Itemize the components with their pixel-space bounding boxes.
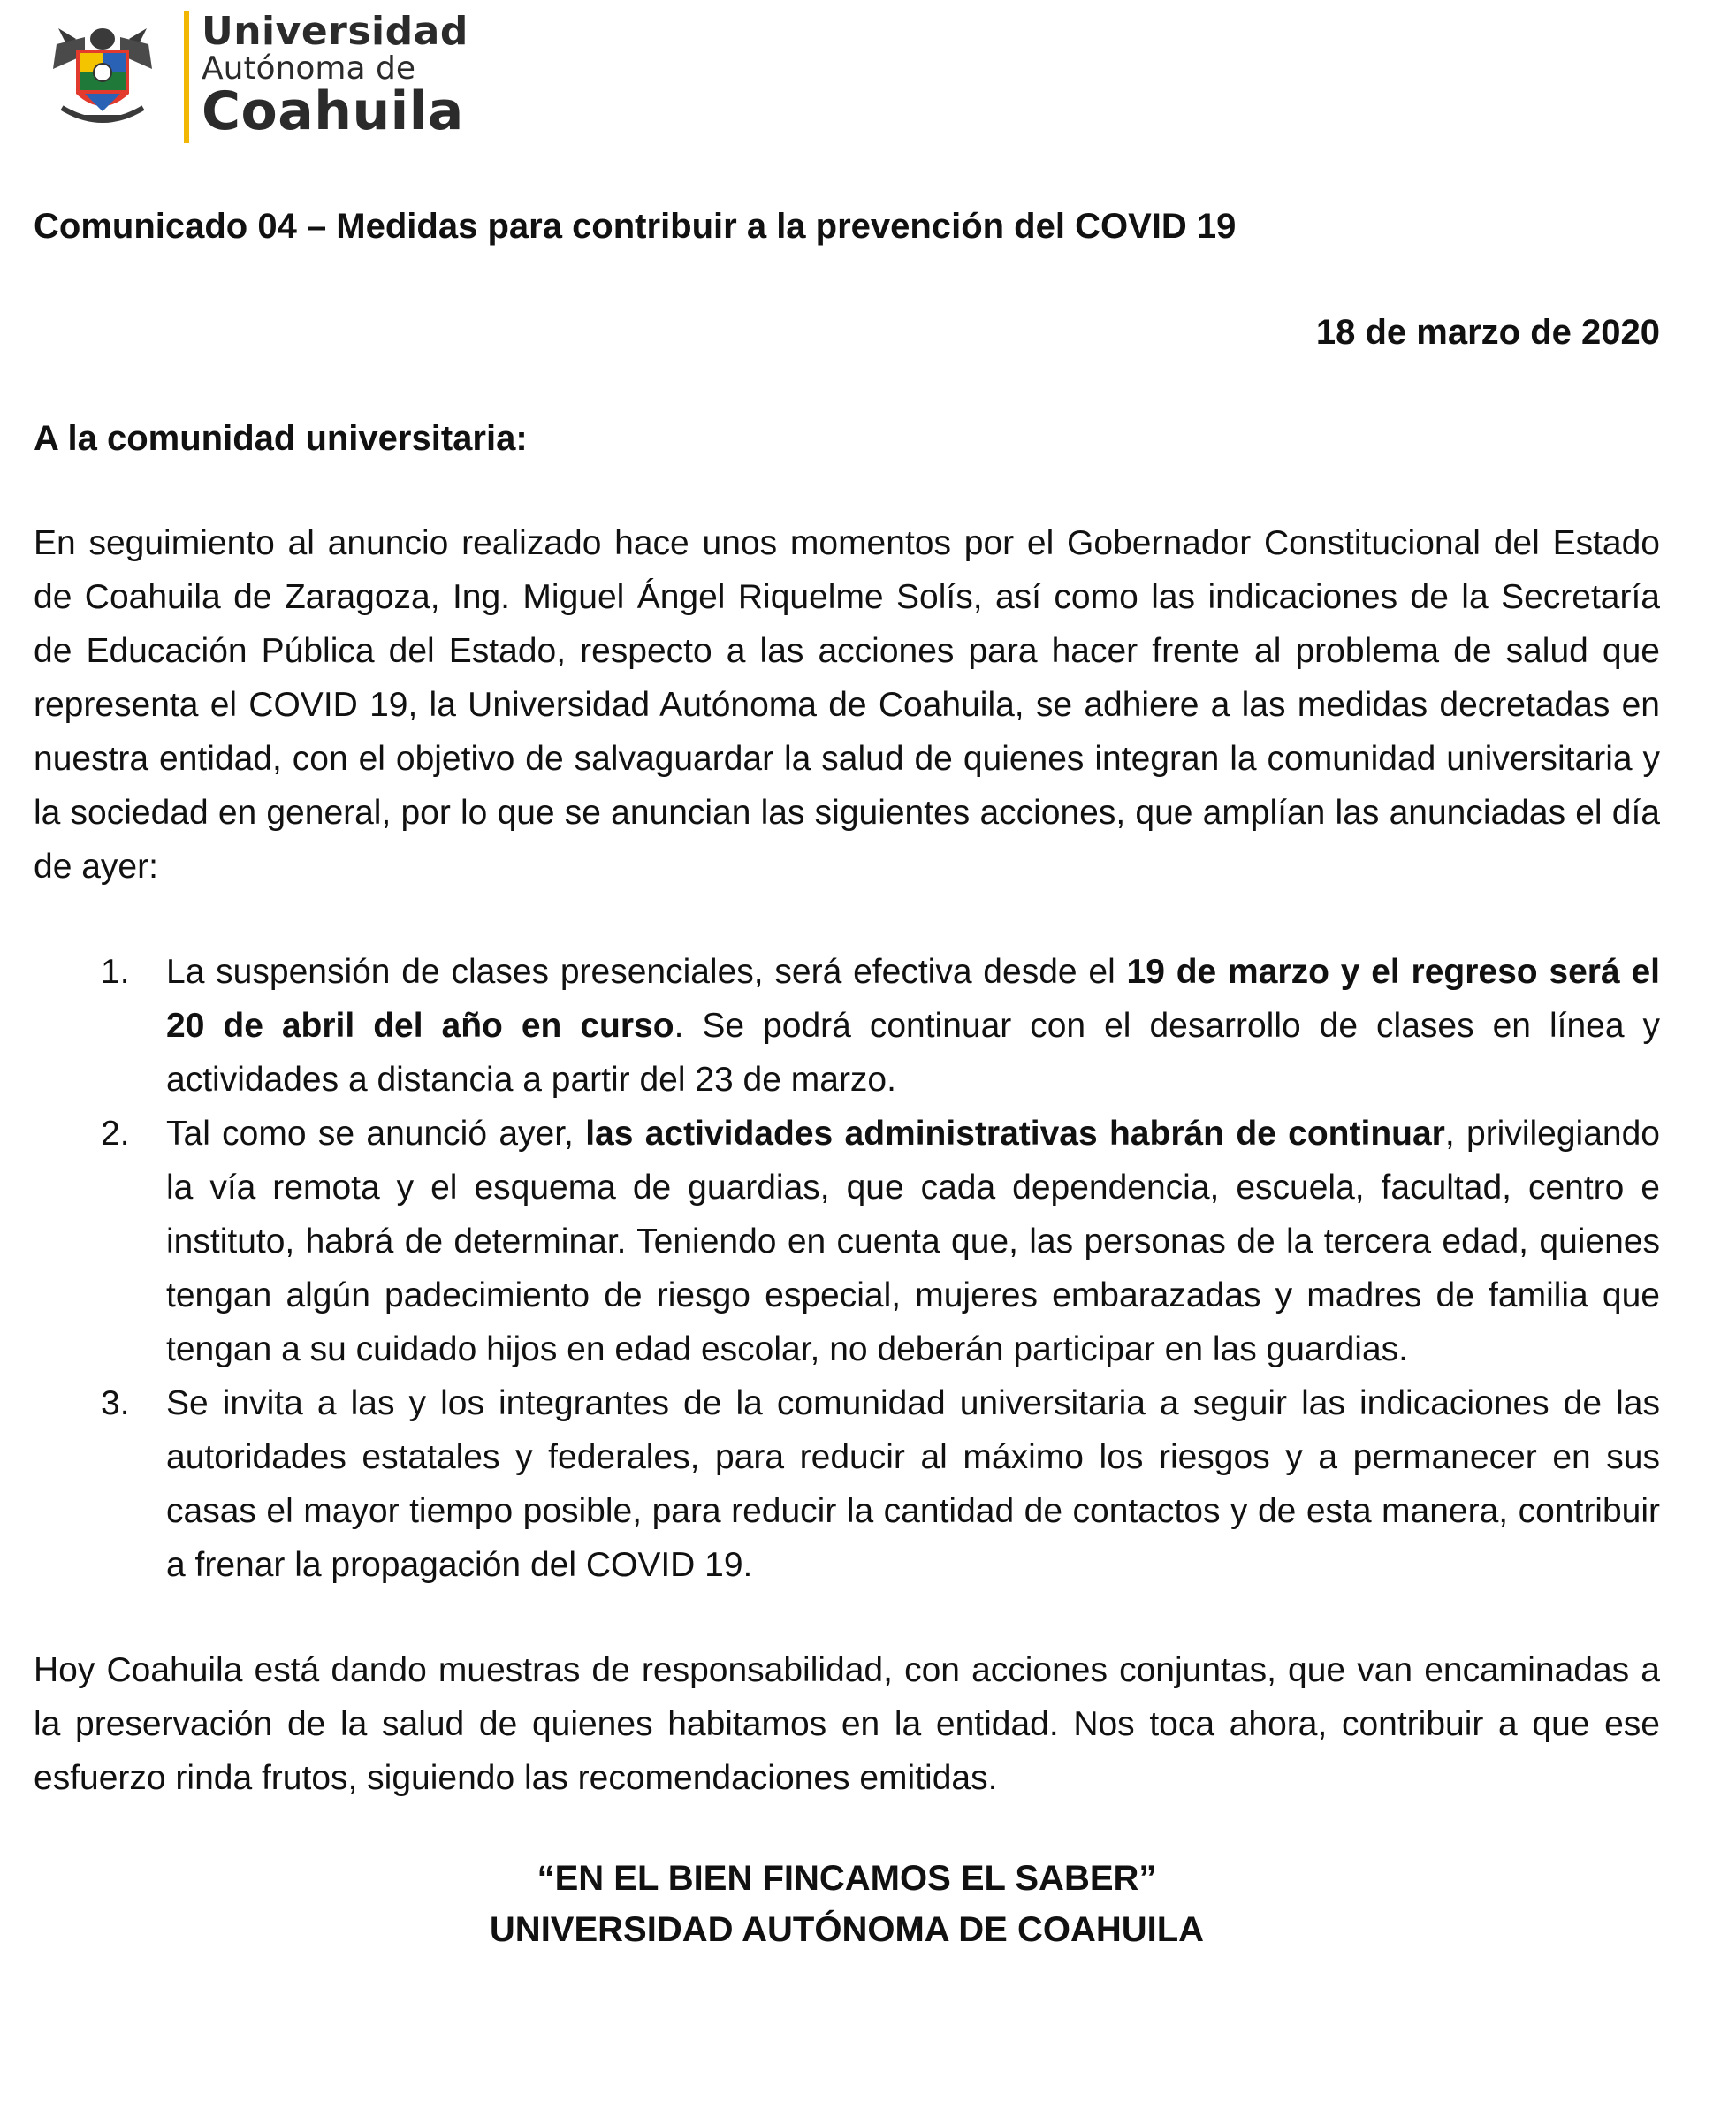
list-item [34,1376,1660,1592]
university-logo [49,7,468,142]
logo-line-2: Autónoma de [202,50,415,87]
list-text-bold: 19 de marzo y el regreso será el 20 de abril del año en curso [166,953,1661,1045]
salutation: A la comunidad universitaria: [34,419,528,458]
list-number: 1. [101,953,130,991]
list-text-bold: las actividades administrativas habrán de continuar [585,1115,1445,1153]
list-item [34,1107,1660,1376]
intro-paragraph: En seguimiento al anuncio realizado hace unos momentos por el Gobernador Constitucional del Estado de Coahuila de Zaragoza, Ing. Miguel Ángel Riquelme Solís, así como las indicaciones de la Secretaría de Educación Pública del Estado, respecto a las acciones para hacer frente al problema de salud que representa el COVID 19, la Universidad Autónoma de Coahuila, se adhiere a las medidas decretadas en nuestra entidad, con el objetivo de salvaguardar la salud de quienes integran la comunidad universitaria y la sociedad en general, por lo que se anuncian las siguientes acciones, que amplían las anunciadas el día de ayer: [34,524,1660,886]
conclusion-paragraph: Hoy Coahuila está dando muestras de responsabilidad, con acciones conjuntas, que van encaminadas a la preservación de la salud de quienes habitamos en la entidad. Nos toca ahora, contribuir a que ese esfuerzo rinda frutos, siguiendo las recomendaciones emitidas. [34,1651,1660,1797]
logo-line-1: Universidad [202,9,468,54]
list-text: Se invita a las y los integrantes de la comunidad universitaria a seguir las indicaciones de las autoridades estatales y federales, para reducir al máximo los riesgos y a permanecer en sus casas el mayor tiempo posible, para reducir la cantidad de contactos y de esta manera, contribuir a frenar la propagación del COVID 19. [166,1384,1660,1584]
logo-wordmark [202,9,468,142]
university-crest-icon [49,19,156,133]
list-text: Tal como se anunció ayer, [166,1115,586,1153]
list-text: , privilegiando la vía remota y el esquema de guardias, que cada dependencia, escuela, facultad, centro e instituto, habrá de determinar. Teniendo en cuenta que, las personas de la tercera edad, quienes tengan algún padecimiento de riesgo especial, mujeres embarazadas y madres de familia que tengan a su cuidado hijos en edad escolar, no deberán participar en las guardias. [166,1115,1660,1368]
motto: “EN EL BIEN FINCAMOS EL SABER” [537,1859,1157,1898]
logo-line-3: Coahuila [202,80,464,142]
document-title: Comunicado 04 – Medidas para contribuir a la prevención del COVID 19 [34,207,1237,246]
list-number: 3. [101,1384,130,1422]
logo-divider [184,11,189,143]
closing-block [34,1853,1660,1955]
measures-list [34,945,1660,1592]
list-item [34,945,1660,1107]
list-text: La suspensión de clases presenciales, será efectiva desde el [166,953,1127,991]
document-date: 18 de marzo de 2020 [1315,313,1660,352]
document-body [34,202,1660,1955]
list-text: . Se podrá continuar con el desarrollo de clases en línea y actividades a distancia a partir del 23 de marzo. [166,1007,1660,1099]
list-number: 2. [101,1115,130,1153]
signature: UNIVERSIDAD AUTÓNOMA DE COAHUILA [489,1910,1205,1949]
